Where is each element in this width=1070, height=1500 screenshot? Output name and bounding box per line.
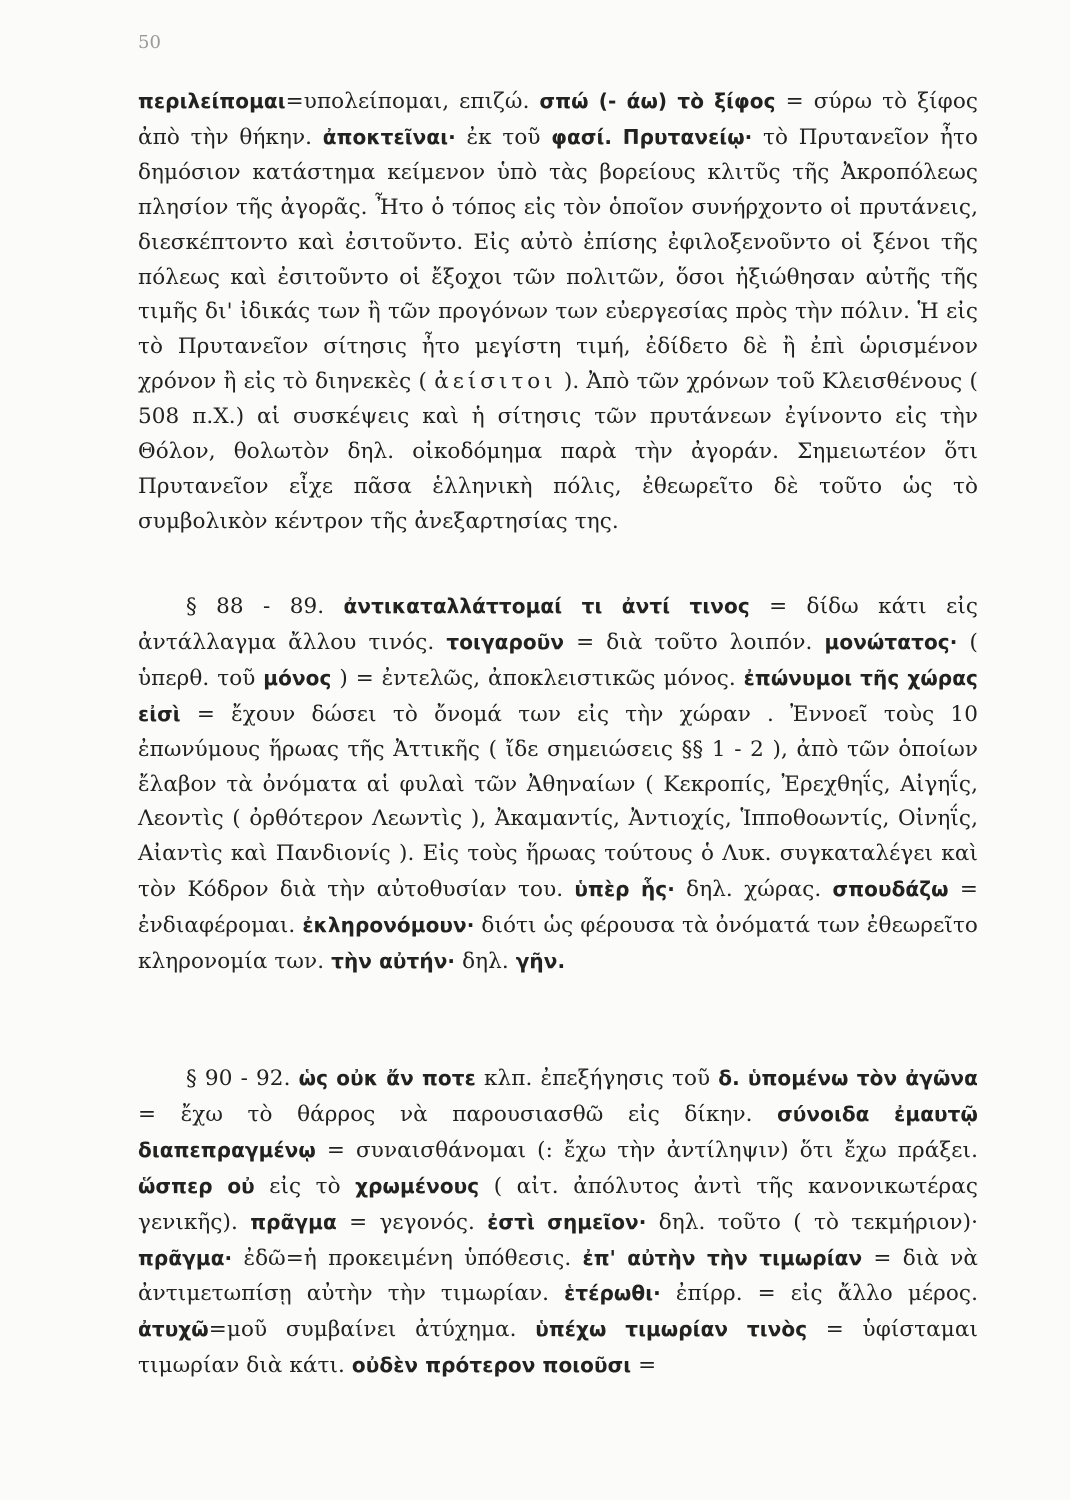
lemma-term: σπουδάζω [832,877,949,902]
commentary-text: = [631,1353,657,1379]
lemma-term: Πρυτανείῳ· [622,124,753,149]
commentary-text: = ἔχουν δώσει τὸ ὄνομά των εἰς τὴν χώραν . Ἐννοεῖ τοὺς 10 ἐπωνύμους ἥρωας τῆς Ἀττικῆς ( ἴδε σημειώσεις §§ 1 - 2 ), ἀπὸ τῶν ὁποίων ἔλαβον τὰ ὀνόματα αἱ φυλαὶ τῶν Ἀθηναίων ( Κεκροπίς, Ἐρεχθηΐς, Αἰγηΐς, Λεοντὶς ( ὀρθότερον Λεωντὶς ), Ἀκαμαντίς, Ἀντιοχίς, Ἱπποθοωντίς, Οἰνηΐς, Αἰαντὶς καὶ Πανδιονίς ). Εἰς τοὺς ἥρωας τούτους ὁ Λυκ. συγκαταλέγει καὶ τὸν Κόδρον διὰ τὴν αὐτοθυσίαν του. [138,701,978,903]
lemma-term: ἐκληρονόμουν· [302,913,475,938]
commentary-text: = ἐνδιαφέρομαι. [138,877,979,939]
lemma-term: ἐστὶ σημεῖον· [487,1209,647,1234]
commentary-text: διότι ὡς φέρουσα τὰ ὀνόματά των ἐθεωρεῖτο κληρονομία των. [138,913,978,975]
commentary-text: ( ὑπερθ. τοῦ [138,629,978,691]
lemma-term: περιλείπομαι [138,89,286,113]
commentary-text: κλπ. ἐπεξήγησις τοῦ [475,1066,719,1091]
paragraph-88-89 [138,589,978,980]
commentary-text: = σύρω τὸ ξίφος ἀπὸ τὴν θήκην. [138,89,979,150]
commentary-text: = διὰ νὰ ἀντιμετωπίσῃ αὐτὴν τὴν τιμωρίαν. [138,1245,978,1307]
commentary-text: δηλ. τοῦτο ( τὸ τεκμήριον)· [646,1209,979,1235]
page-number: 50 [138,32,161,53]
lemma-term: δ. [718,1066,740,1090]
commentary-text: = συναισθάνομαι (: ἔχω τὴν ἀντίληψιν) ὅτι ἔχω πράξει. [315,1137,978,1163]
lemma-term: μόνος [263,665,332,690]
lemma-term: χρωμένους [355,1173,480,1198]
commentary-text: § 90 - 92. [186,1066,299,1091]
lemma-term: πρᾶγμα· [138,1245,233,1270]
commentary-text: ἐπίρρ. = εἰς ἄλλο μέρος. [660,1281,979,1307]
lemma-term: πρᾶγμα [250,1209,337,1234]
commentary-text: = γεγονός. [336,1209,488,1235]
lemma-term: ἀτυχῶ [138,1317,209,1342]
commentary-text: ( αἰτ. ἀπόλυτος ἀντὶ τῆς κανονικωτέρας γενικῆς). [138,1173,978,1235]
commentary-text: ). Ἀπὸ τῶν χρόνων τοῦ Κλεισθένους ( 508 π.Χ.) αἱ συσκέψεις καὶ ἡ σίτησις τῶν πρυτάνεων ἐγίνοντο εἰς τὴν Θόλον, θολωτὸν δηλ. οἰκοδόμημα παρὰ τὴν ἀγοράν. Σημειωτέον ὅτι Πρυτανεῖον εἶχε πᾶσα ἑλληνικὴ πόλις, ἐθεωρεῖτο δὲ τοῦτο ὡς τὸ συμβολικὸν κέντρον τῆς ἀνεξαρτησίας της. [138,369,978,534]
paragraph-90-92 [138,1061,978,1384]
lemma-term: ἑτέρωθι· [564,1281,661,1306]
lemma-term: ὑπέχω τιμωρίαν τινὸς [535,1317,808,1342]
lemma-term: ἐπώνυμοι τῆς χώρας εἰσὶ [138,665,979,726]
lemma-term: τοιγαροῦν [446,629,565,654]
commentary-text: ) = ἐντελῶς, ἀποκλειστικῶς μόνος. [331,665,744,691]
commentary-text: ἐδῶ=ἡ προκειμένη ὑπόθεσις. [232,1245,583,1271]
commentary-text: = ὑφίσταμαι τιμωρίαν διὰ κάτι. [138,1317,978,1379]
commentary-text: § 88 - 89. [186,594,344,619]
commentary-text [612,125,623,150]
paragraph-prytaneion [138,84,978,540]
lemma-term: ἀποκτεῖναι· [322,124,456,149]
commentary-text: = ἔχω τὸ θάρρος νὰ παρουσιασθῶ εἰς δίκην. [138,1101,778,1127]
lemma-term: γῆν. [515,949,566,974]
commentary-text: = διὰ τοῦτο λοιπόν. [564,629,825,655]
commentary-text: δηλ. [455,949,516,975]
lemma-term: ἀντικαταλλάττομαί τι ἀντί τινος [343,594,750,618]
commentary-text: ἐκ τοῦ [455,124,552,150]
lemma-term: οὐδὲν πρότερον ποιοῦσι [351,1353,632,1378]
lemma-term: ὡς οὐκ ἄν ποτε [298,1066,476,1090]
commentary-text: εἰς τὸ [254,1173,356,1199]
commentary-text: =μοῦ συμβαίνει ἀτύχημα. [208,1317,536,1343]
lemma-term: ἐπ' αὐτὴν τὴν τιμωρίαν [582,1245,863,1270]
commentary-text: =υπολείπομαι, επιζώ. [285,89,540,114]
lemma-term: σύνοιδα ἐμαυτῷ διαπεπραγμένῳ [138,1101,978,1162]
lemma-term: ὑπὲρ ἧς· [574,877,675,902]
lemma-term: φασί. [551,124,613,149]
spaced-term: ἀείσιτοι [434,369,557,395]
lemma-term: μονώτατος· [824,629,958,654]
lemma-term: ὑπομένω τὸν ἀγῶνα [747,1066,978,1090]
lemma-term: τὴν αὐτήν· [331,949,456,974]
lemma-term: σπώ (- άω) τὸ ξίφος [539,89,776,113]
lemma-term: ὥσπερ οὐ [138,1173,255,1198]
commentary-text [740,1066,748,1091]
commentary-text: = δίδω κάτι εἰς ἀντάλλαγμα ἄλλου τινός. [138,594,978,655]
commentary-text: δηλ. χώρας. [674,877,833,903]
commentary-text: τὸ Πρυτανεῖον ἦτο δημόσιον κατάστημα κείμενον ὑπὸ τὰς βορείους κλιτῦς τῆς Ἀκροπόλεως πλησίον τῆς ἀγορᾶς. Ἦτο ὁ τόπος εἰς τὸν ὁποῖον συνήρχοντο οἱ πρυτάνεις, διεσκέπτοντο καὶ ἐσιτοῦντο. Εἰς αὐτὸ ἐπίσης ἐφιλοξενοῦντο οἱ ξένοι τῆς πόλεως καὶ ἐσιτοῦντο οἱ ἔξοχοι τῶν πολιτῶν, ὅσοι ἠξιώθησαν αὐτῆς τῆς τιμῆς δι' ἰδικάς των ἢ τῶν προγόνων των εὐεργεσίας πρὸς τὴν πόλιν. Ἡ εἰς τὸ Πρυτανεῖον σίτησις ἦτο μεγίστη τιμή, ἐδίδετο δὲ ἢ ἐπὶ ὡρισμένον χρόνον ἢ εἰς τὸ διηνεκὲς ( [138,124,979,395]
